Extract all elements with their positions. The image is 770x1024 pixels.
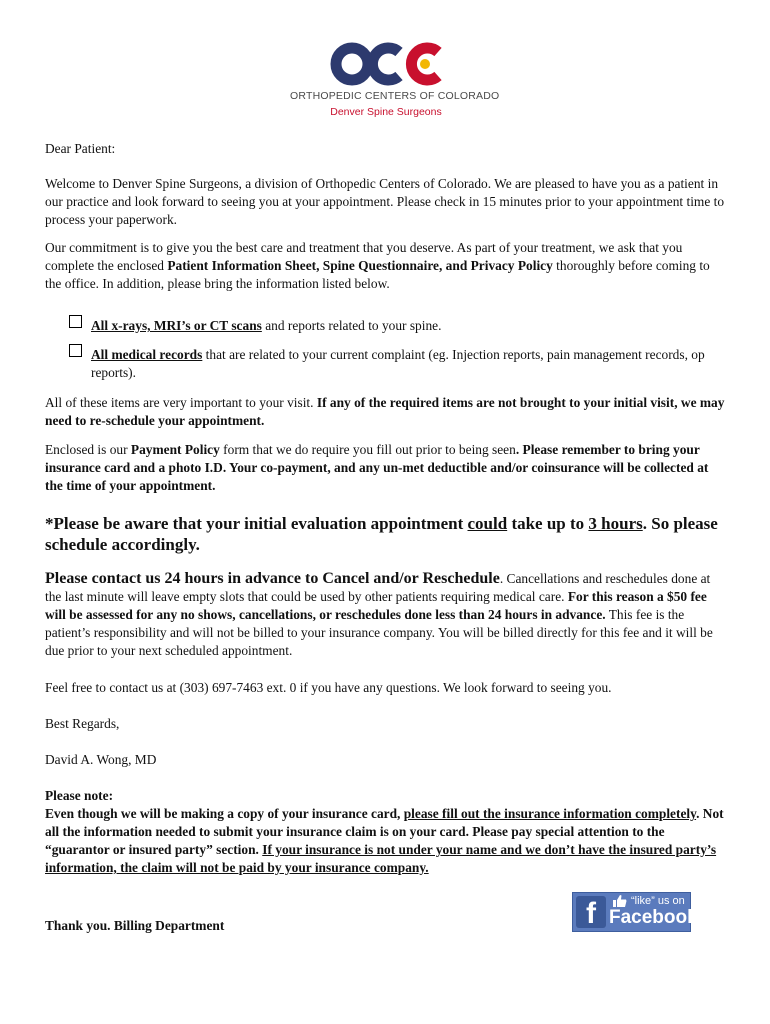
commitment-forms: Patient Information Sheet, Spine Questionnaire, and Privacy Policy	[167, 258, 553, 273]
note-underline-2: If your insurance is not under your name and we don’t have the insured party’s information, the claim will not be paid by your insurance company.	[45, 842, 717, 875]
checklist-records-rest: that are related to your current complaint (eg. Injection reports, pain management records, op reports).	[91, 347, 705, 380]
payment-policy-label: Payment Policy	[130, 442, 220, 457]
signature: David A. Wong, MD	[45, 752, 157, 767]
payment-text-2: form that we do require you fill out prior to being seen	[219, 442, 516, 457]
thumbs-up-icon	[613, 895, 627, 907]
occ-logo	[290, 42, 500, 138]
checklist-item-medical-records	[91, 346, 721, 382]
note-paragraph	[45, 805, 727, 877]
checklist-records-label: All medical records	[91, 347, 203, 362]
salutation: Dear Patient:	[45, 141, 116, 156]
closing: Best Regards,	[45, 716, 120, 731]
aware-text-3: . So please schedule accordingly.	[45, 514, 718, 554]
aware-could: could	[467, 514, 508, 533]
note-title: Please note:	[45, 788, 114, 803]
commitment-text-2: thoroughly before coming to the office. In addition, please bring the information listed below.	[45, 258, 710, 291]
note-underline-1: please fill out the insurance information completely	[403, 806, 697, 821]
important-warning: If any of the required items are not brought to your initial visit, we may need to re-schedule your appointment.	[45, 395, 725, 428]
facebook-like-badge[interactable]	[572, 892, 698, 932]
appointment-duration-notice	[45, 513, 727, 555]
commitment-paragraph	[45, 239, 727, 293]
note-text-1: Even though we will be making a copy of your insurance card,	[45, 806, 404, 821]
cancellation-heading: Please contact us 24 hours in advance to Cancel and/or Reschedule	[45, 570, 500, 587]
commitment-text-1: Our commitment is to give you the best care and treatment that you deserve. As part of your treatment, we ask that you complete the enclosed	[45, 240, 683, 273]
payment-paragraph	[45, 441, 727, 495]
checklist-xrays-label: All x-rays, MRI’s or CT scans	[91, 318, 262, 333]
important-paragraph	[45, 394, 727, 430]
occ-logo-mark	[330, 42, 442, 86]
checkbox-medical-records[interactable]	[69, 344, 82, 357]
aware-hours: 3 hours	[588, 514, 643, 533]
billing-signoff: Thank you. Billing Department	[45, 918, 225, 933]
payment-reminder: . Please remember to bring your insurance card and a photo I.D. Your co-payment, and any un-met deductible and/or coinsurance will be collected at the time of your appointment.	[45, 442, 709, 493]
facebook-icon: f	[576, 896, 606, 928]
contact-paragraph: Feel free to contact us at (303) 697-7463 ext. 0 if you have any questions. We look forward to seeing you.	[45, 680, 612, 695]
important-text: All of these items are very important to your visit.	[45, 395, 317, 410]
cancellation-text-1: . Cancellations and reschedules done at the last minute will leave empty slots that could be used by other patients requiring medical care.	[45, 571, 711, 604]
checkbox-xrays[interactable]	[69, 315, 82, 328]
note-text-2: . Not all the information needed to submit your insurance claim is on your card. Please pay special attention to the “guarantor or insured party” section.	[45, 806, 724, 857]
aware-text-2: take up to	[507, 514, 589, 533]
facebook-like-text: “like” us on	[631, 895, 685, 907]
cancellation-paragraph	[45, 570, 727, 660]
logo-sub-name: Denver Spine Surgeons	[330, 106, 442, 118]
aware-text-1: *Please be aware that your initial evaluation appointment	[45, 514, 468, 533]
payment-text-1: Enclosed is our	[45, 442, 131, 457]
checklist-xrays-rest: and reports related to your spine.	[261, 318, 442, 333]
facebook-brand: Facebook	[609, 907, 698, 928]
cancellation-fee: For this reason a $50 fee will be assessed for any no shows, cancellations, or reschedules done less than 24 hours in advance.	[45, 589, 707, 622]
logo-org-name: ORTHOPEDIC CENTERS OF COLORADO	[290, 90, 500, 102]
welcome-paragraph: Welcome to Denver Spine Surgeons, a division of Orthopedic Centers of Colorado. We are pleased to have you as a patient in our practice and look forward to seeing you at your appointment. Please check in 15 minutes prior to your appointment time to process your paperwork.	[45, 176, 725, 227]
cancellation-text-2: This fee is the patient’s responsibility and will not be billed to your insurance company. You will be billed directly for this fee and it will be due prior to your next scheduled appointment.	[45, 607, 713, 658]
checklist-item-xrays	[91, 317, 721, 335]
